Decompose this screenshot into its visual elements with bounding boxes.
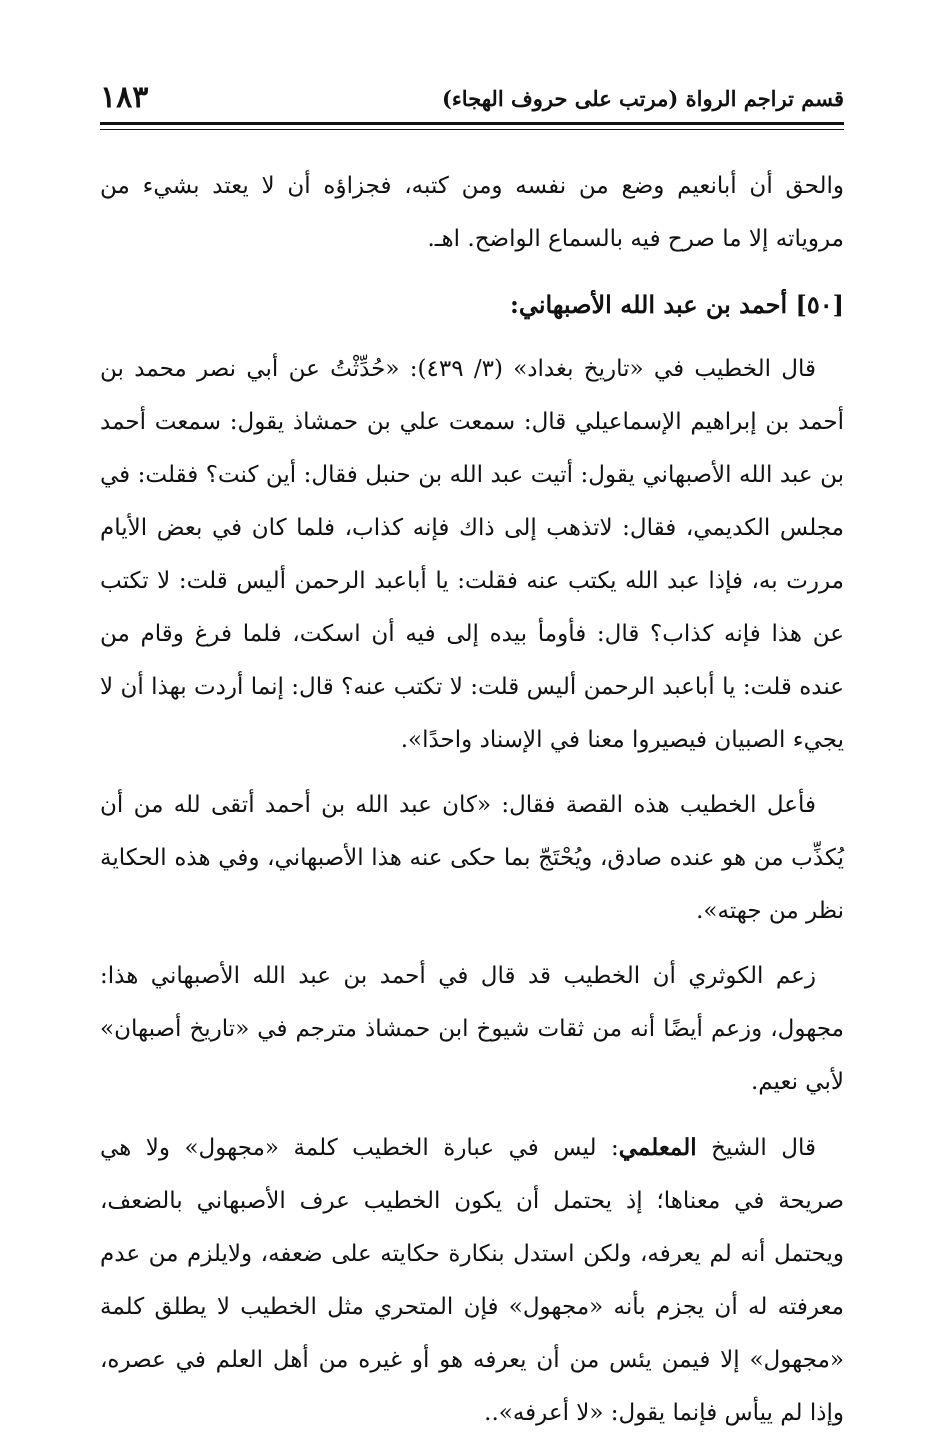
reply-text: : ليس في عبارة الخطيب كلمة «مجهول» ولا هي صريحة في معناها؛ إذ يحتمل أن يكون الخطيب عرف الأصبهاني بالضعف، ويحتمل أنه لم يعرفه، ولكن استدل بنكارة حكايته على ضعفه، ولايلزم من عدم معرفته له أن يجزم بأنه «مجهول» فإن المتحري مثل الخطيب لا يطلق كلمة «مجهول» إلا فيمن يئس من أن يعرفه هو أو غيره من أهل العلم في عصره، وإذا لم ييأس فإنما يقول: «لا أعرفه».. [100,1135,844,1426]
paragraph-muallimi-reply [100,1121,844,1440]
scholar-name: المعلمي [618,1134,697,1161]
page-number: ١٨٣ [100,80,149,115]
header-divider-thin [100,129,844,130]
reply-intro: قال الشيخ [711,1135,816,1161]
entry-heading: [٥٠] أحمد بن عبد الله الأصبهاني: [509,290,844,319]
page-body [100,160,844,1452]
paragraph-kawthari-claim: زعم الكوثري أن الخطيب قد قال في أحمد بن عبد الله الأصبهاني هذا: مجهول، وزعم أيضًا أنه من ثقات شيوخ ابن حمشاذ مترجم في «تاريخ أصبهان» لأبي نعيم. [100,963,844,1095]
header-divider-thick [100,122,844,125]
paragraph-continuation: والحق أن أبانعيم وضع من نفسه ومن كتبه، فجزاؤه أن لا يعتد بشيء من مروياته إلا ما صرح فيه بالسماع الواضح. اهـ. [100,173,844,252]
paragraph-khatib-quote: قال الخطيب في «تاريخ بغداد» (٣/ ٤٣٩): «حُدِّثْتُ عن أبي نصر محمد بن أحمد بن إبراهيم الإسماعيلي قال: سمعت علي بن حمشاذ يقول: سمعت أحمد بن عبد الله الأصبهاني يقول: أتيت عبد الله بن حنبل فقال: أين كنت؟ فقلت: في مجلس الكديمي، فقال: لاتذهب إلى ذاك فإنه كذاب، فلما كان في بعض الأيام مررت به، فإذا عبد الله يكتب عنه فقلت: يا أباعبد الرحمن أليس قلت: لا تكتب عن هذا فإنه كذاب؟ قال: فأومأ بيده إلى فيه أن اسكت، فلما فرغ وقام من عنده قلت: يا أباعبد الرحمن أليس قلت: لا تكتب عنه؟ قال: إنما أردت بهذا أن لا يجيء الصبيان فيصيروا معنا في الإسناد واحدًا». [100,356,844,753]
paragraph-khatib-critique: فأعل الخطيب هذه القصة فقال: «كان عبد الله بن أحمد أتقى لله من أن يُكذِّب من هو عنده صادق، ويُحْتَجّ بما حكى عنه هذا الأصبهاني، وفي هذه الحكاية نظر من جهته». [100,792,844,924]
page-header [100,80,844,124]
section-title: قسم تراجم الرواة (مرتب على حروف الهجاء) [441,86,844,111]
